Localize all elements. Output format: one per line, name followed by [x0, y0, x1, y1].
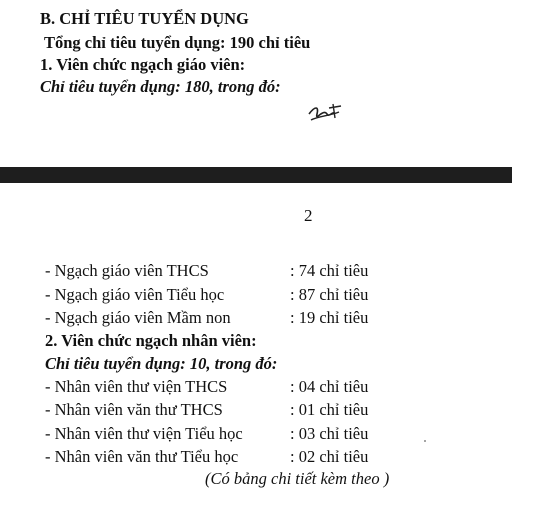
item-label: - Nhân viên thư viện THCS	[45, 377, 228, 396]
page-break-band	[0, 167, 512, 183]
attachment-note: (Có bảng chi tiết kèm theo )	[205, 469, 390, 488]
item-value: : 19 chỉ tiêu	[290, 308, 369, 327]
item-value: : 02 chỉ tiêu	[290, 447, 369, 466]
item-label: - Nhân viên văn thư THCS	[45, 400, 223, 419]
item-label: - Ngạch giáo viên Mầm non	[45, 308, 231, 327]
item1-quota: Chỉ tiêu tuyển dụng: 180, trong đó:	[40, 77, 281, 96]
item2-title: 2. Viên chức ngạch nhân viên:	[45, 331, 257, 350]
item-label: - Ngạch giáo viên Tiểu học	[45, 285, 225, 304]
item-value: : 87 chỉ tiêu	[290, 285, 369, 304]
item-label: - Nhân viên thư viện Tiểu học	[45, 424, 243, 443]
item-value: : 01 chỉ tiêu	[290, 400, 369, 419]
page-number: 2	[304, 206, 313, 225]
item2-quota: Chỉ tiêu tuyển dụng: 10, trong đó:	[45, 354, 278, 373]
item-label: - Nhân viên văn thư Tiểu học	[45, 447, 239, 466]
section-title: B. CHỈ TIÊU TUYỂN DỤNG	[40, 9, 249, 28]
item-value: : 03 chỉ tiêu	[290, 424, 369, 443]
item-value: : 04 chỉ tiêu	[290, 377, 369, 396]
item-value: : 74 chỉ tiêu	[290, 261, 369, 280]
total-quota: Tổng chỉ tiêu tuyển dụng: 190 chỉ tiêu	[44, 33, 311, 52]
speck	[424, 440, 426, 442]
handwritten-initials	[305, 96, 351, 130]
item-label: - Ngạch giáo viên THCS	[45, 261, 209, 280]
item1-title: 1. Viên chức ngạch giáo viên:	[40, 55, 246, 74]
